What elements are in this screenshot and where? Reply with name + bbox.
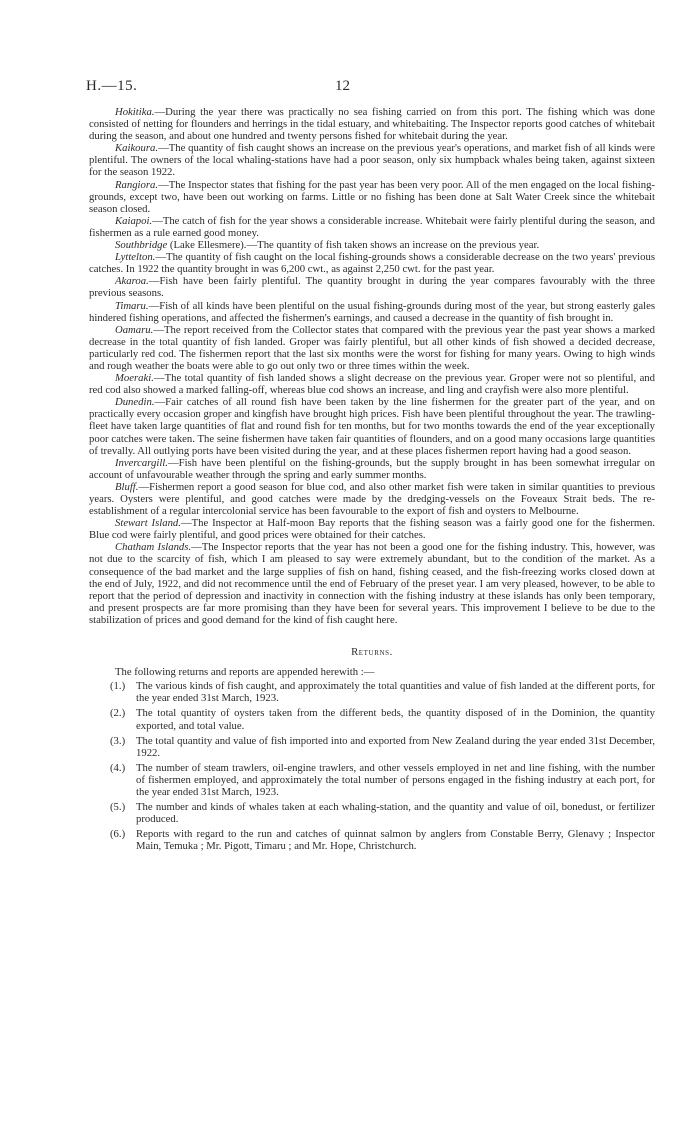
port-report-text: —Fish have been fairly plentiful. The quantity brought in during the year compares favourably with the three previous seasons. xyxy=(89,275,655,300)
port-name: Akaroa. xyxy=(115,275,149,288)
return-item xyxy=(89,762,655,798)
port-paragraph xyxy=(89,517,655,541)
report-body xyxy=(89,106,655,855)
returns-heading: Returns. xyxy=(351,646,393,659)
port-name: Timaru. xyxy=(115,299,149,312)
port-report-text: —Fish of all kinds have been plentiful on the usual fishing-grounds during most of the year, but strong easterly gales hindered fishing operations, and affected the fishermen's earnings, and caused a decrease in the quantity of fish brought in. xyxy=(89,299,655,324)
return-item-number: (4.) xyxy=(110,761,126,774)
port-name: Kaiapoi. xyxy=(115,214,153,227)
port-report-text: (Lake Ellesmere).—The quantity of fish taken shows an increase on the previous year. xyxy=(167,239,540,252)
port-paragraph xyxy=(89,457,655,481)
port-report-text: —The quantity of fish caught on the local fishing-grounds shows a considerable decrease on the two years' previous catches. In 1922 the quantity brought in was 6,200 cwt., as against 2,250 cwt. for the past year. xyxy=(89,251,655,276)
return-item-text: Reports with regard to the run and catches of quinnat salmon by anglers from Constable Berry, Glenavy ; Inspector Main, Temuka ; Mr. Pigott, Timaru ; and Mr. Hope, Christchurch. xyxy=(136,828,655,853)
port-paragraph xyxy=(89,481,655,517)
port-paragraph xyxy=(89,239,655,251)
port-paragraph xyxy=(89,275,655,299)
page-number: 12 xyxy=(335,78,350,94)
return-item-text: The number of steam trawlers, oil-engine trawlers, and other vessels employed in net and line fishing, with the number of fishermen employed, and approximately the total number of persons engaged in the fishing industry at each port, for the year ended 31st March, 1923. xyxy=(136,761,655,798)
port-paragraph xyxy=(89,324,655,372)
port-report-text: —Fishermen report a good season for blue cod, and also other market fish were taken in similar quantities to previous years. Oysters were plentiful, and good catches were made by the dredging-vessels on the Foveaux Strait beds. The re-establishment of a regular intercolonial service has been favourable to the export of fish and oysters to Melbourne. xyxy=(89,480,655,518)
returns-intro: The following returns and reports are appended herewith :— xyxy=(115,666,375,679)
series-header: H.—15. xyxy=(86,78,138,94)
port-paragraph xyxy=(89,215,655,239)
port-report-text: —The Inspector at Half-moon Bay reports that the fishing season was a fairly good one for the fishermen. Blue cod were fairly plentiful, and good prices were obtained for their catches. xyxy=(89,517,655,542)
port-report-text: —The Inspector states that fishing for the past year has been very poor. All of the men engaged on the local fishing-grounds, except two, have been out working on farms. Little or no fishing has been done at Salt Water Creek since the whitebait season closed. xyxy=(89,178,655,215)
return-item xyxy=(89,735,655,759)
port-report-text: —The quantity of fish caught shows an increase on the previous year's operations, and market fish of all kinds were plentiful. The owners of the local whaling-stations have had a poor season, only six humpback whales being taken, against sixteen for the season 1922. xyxy=(89,142,655,179)
return-item-text: The various kinds of fish caught, and approximately the total quantities and value of fish landed at the different ports, for the year ended 31st March, 1923. xyxy=(136,680,655,705)
port-report-text: —The total quantity of fish landed shows a slight decrease on the previous year. Groper were not so plentiful, and red cod also showed a marked falling-off, whereas blue cod shows an increase, and ling and crayfish were also more plentiful. xyxy=(89,372,655,397)
return-item xyxy=(89,707,655,731)
return-item-number: (6.) xyxy=(110,828,126,841)
port-name: Lyttelton. xyxy=(115,251,156,264)
port-name: Invercargill. xyxy=(115,456,168,469)
return-item-text: The total quantity and value of fish imported into and exported from New Zealand during the year ended 31st December, 1922. xyxy=(136,734,655,759)
port-paragraph xyxy=(89,300,655,324)
port-name: Moeraki. xyxy=(115,372,154,385)
port-name: Hokitika. xyxy=(115,106,155,118)
port-name: Oamaru. xyxy=(115,323,154,336)
port-name: Southbridge xyxy=(115,239,168,252)
port-paragraph xyxy=(89,142,655,178)
return-item-text: The total quantity of oysters taken from the different beds, the quantity disposed of in the Dominion, the quantity exported, and total value. xyxy=(136,707,655,732)
port-report-text: —During the year there was practically no sea fishing carried on from this port. The fishing which was done consisted of netting for flounders and herrings in the tidal estuary, and whitebaiting. The Inspector reports good catches of whitebait during the season, and about one hundred and twenty persons fished for whitebait during the year. xyxy=(89,106,655,143)
port-name: Bluff. xyxy=(115,480,139,493)
port-paragraph xyxy=(89,106,655,142)
port-name: Kaikoura. xyxy=(115,142,159,155)
port-paragraph xyxy=(89,179,655,215)
port-name: Dunedin. xyxy=(115,396,155,409)
port-report-text: —Fish have been plentiful on the fishing-grounds, but the supply brought in has been somewhat irregular on account of unfavourable weather through the spring and early summer months. xyxy=(89,456,655,481)
port-paragraph xyxy=(89,541,655,626)
port-report-text: —Fair catches of all round fish have been taken by the line fishermen for the greater part of the year, and on practically every occasion groper and kingfish have brought high prices. Fish have been plentiful throughout the year. The trawling-fleet have taken large quantities of flat and round fish for ten months, but for two months towards the end of the year exceptionally poor catches were taken. The seine fishermen have taken fair quantities of flounders, and on a good many occasions large quantities of trevally. All outlying ports have been visited during the year, and at these places fishermen report having had a good season. xyxy=(89,396,655,457)
return-item-number: (1.) xyxy=(110,680,126,693)
port-report-text: —The report received from the Collector states that compared with the previous year the past year shows a marked decrease in the total quantity of fish landed. Groper was fairly plentiful, but all other kinds of fish showed a decided decrease, particularly red cod. The fishermen report that the last six months were the worst for fishing for many years. Owing to high winds and rough weather the boats were able to go out only two or three times within the week. xyxy=(89,323,655,372)
return-item-text: The number and kinds of whales taken at each whaling-station, and the quantity and value of oil, bonedust, or fertilizer produced. xyxy=(136,801,655,826)
port-paragraph xyxy=(89,251,655,275)
port-report-text: —The catch of fish for the year shows a considerable increase. Whitebait were fairly plentiful during the season, and fishermen as a rule earned good money. xyxy=(89,214,655,239)
return-item xyxy=(89,828,655,852)
port-name: Chatham Islands. xyxy=(115,541,192,554)
port-reports xyxy=(89,106,655,626)
port-paragraph xyxy=(89,396,655,456)
return-item-number: (5.) xyxy=(110,801,126,814)
port-report-text: —The Inspector reports that the year has not been a good one for the fishing industry. This, however, was not due to the scarcity of fish, which I am pleased to say were extremely abundant, but to the condition of the market. As a consequence of the bad market and the large supplies of fish on hand, fishing ceased, and the fish-freezing works closed down at the end of July, 1922, and did not recommence until the end of February of the preset year. I am very pleased, however, to be able to report that the period of depression and inactivity in connection with the fishing industry at these islands has only been temporary, and present prospects are far more promising than they have been for several years. This improvement I believe to be due to the stabilization of prices and good demand for the kind of fish caught here. xyxy=(89,541,656,626)
return-item-number: (3.) xyxy=(110,734,126,747)
return-item xyxy=(89,680,655,704)
return-item-number: (2.) xyxy=(110,707,126,720)
return-item xyxy=(89,801,655,825)
port-paragraph xyxy=(89,372,655,396)
port-name: Stewart Island. xyxy=(115,517,181,530)
port-name: Rangiora. xyxy=(115,178,159,191)
returns-list xyxy=(89,680,655,852)
